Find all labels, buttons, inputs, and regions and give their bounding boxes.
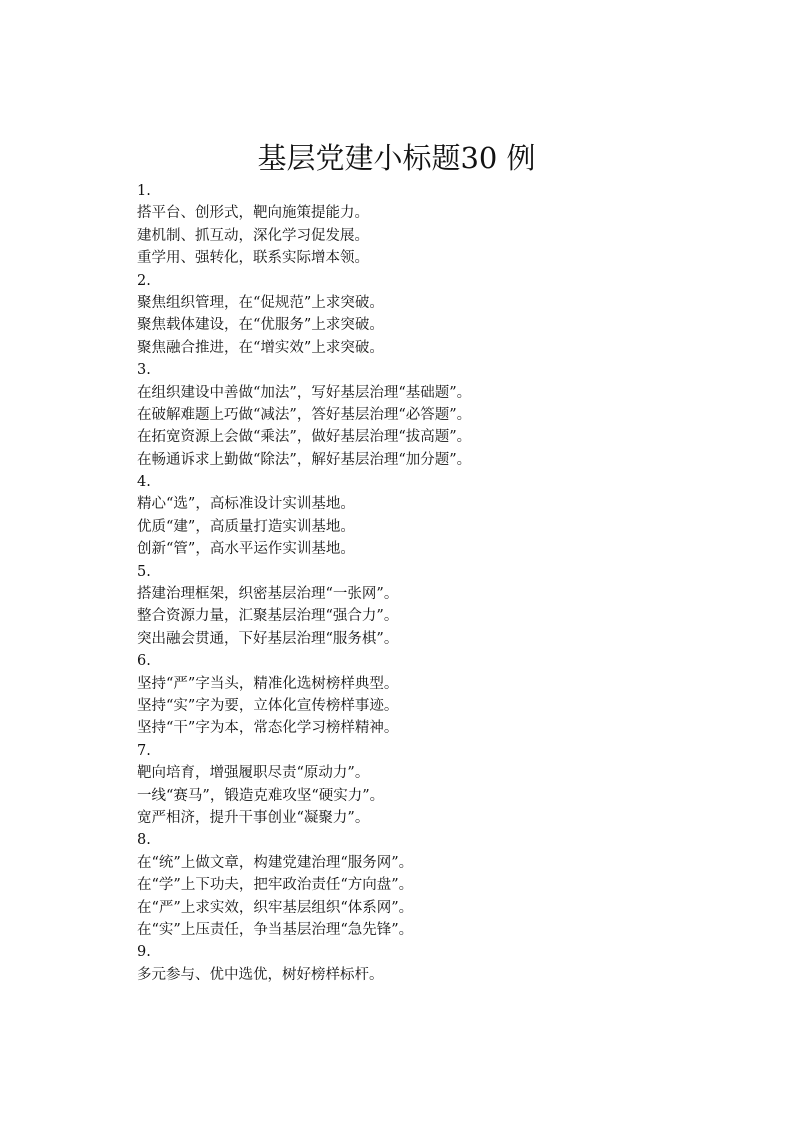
subtitle-line: 在“严”上求实效，织牢基层组织“体系网”。 <box>137 899 414 916</box>
subtitle-line: 在畅通诉求上勤做“除法”，解好基层治理“加分题”。 <box>137 451 472 468</box>
subtitle-line: 在拓宽资源上会做“乘法”，做好基层治理“拔高题”。 <box>137 429 472 446</box>
subtitle-line: 重学用、强转化，联系实际增本领。 <box>137 250 369 267</box>
section-number: 5. <box>137 563 151 580</box>
section-number: 4. <box>137 474 151 491</box>
document-title: 基层党建小标题30 例 <box>257 141 536 175</box>
subtitle-line: 在组织建设中善做“加法”，写好基层治理“基础题”。 <box>137 384 472 401</box>
section-number: 8. <box>137 832 151 849</box>
subtitle-line: 突出融会贯通，下好基层治理“服务棋”。 <box>137 630 399 647</box>
subtitle-line: 坚持“实”字为要，立体化宣传榜样事迹。 <box>137 697 399 714</box>
subtitle-line: 靶向培育，增强履职尽责“原动力”。 <box>137 765 370 782</box>
subtitle-line: 多元参与、优中选优，树好榜样标杆。 <box>137 966 384 983</box>
subtitle-line: 坚持“干”字为本，常态化学习榜样精神。 <box>137 720 399 737</box>
subtitle-line: 在“学”上下功夫，把牢政治责任“方向盘”。 <box>137 877 414 894</box>
subtitle-line: 搭建治理框架，织密基层治理“一张网”。 <box>137 586 399 603</box>
section-number: 7. <box>137 742 151 759</box>
subtitle-line: 一线“赛马”，锻造克难攻坚“硬实力”。 <box>137 787 385 804</box>
subtitle-line: 整合资源力量，汇聚基层治理“强合力”。 <box>137 608 399 625</box>
subtitle-line: 在“统”上做文章，构建党建治理“服务网”。 <box>137 854 414 871</box>
subtitle-line: 建机制、抓互动，深化学习促发展。 <box>137 227 369 244</box>
subtitle-line: 创新“管”，高水平运作实训基地。 <box>137 541 355 558</box>
subtitle-line: 在“实”上压责任，争当基层治理“急先锋”。 <box>137 921 414 938</box>
section-number: 6. <box>137 653 151 670</box>
section-number: 3. <box>137 362 151 379</box>
section-number: 2. <box>137 272 151 289</box>
subtitle-line: 坚持“严”字当头，精准化选树榜样典型。 <box>137 675 399 692</box>
subtitle-line: 搭平台、创形式，靶向施策提能力。 <box>137 205 369 222</box>
subtitle-line: 聚焦组织管理，在“促规范”上求突破。 <box>137 294 384 311</box>
subtitle-line: 在破解难题上巧做“减法”，答好基层治理“必答题”。 <box>137 406 472 423</box>
subtitle-line: 优质“建”，高质量打造实训基地。 <box>137 518 355 535</box>
section-number: 9. <box>137 944 151 961</box>
subtitle-line: 精心“选”，高标准设计实训基地。 <box>137 496 355 513</box>
subtitle-line: 聚焦载体建设，在“优服务”上求突破。 <box>137 317 384 334</box>
subtitle-line: 聚焦融合推进，在“增实效”上求突破。 <box>137 339 384 356</box>
document-body <box>137 180 757 986</box>
subtitle-line: 宽严相济，提升干事创业“凝聚力”。 <box>137 809 370 826</box>
section-number: 1. <box>137 183 151 199</box>
